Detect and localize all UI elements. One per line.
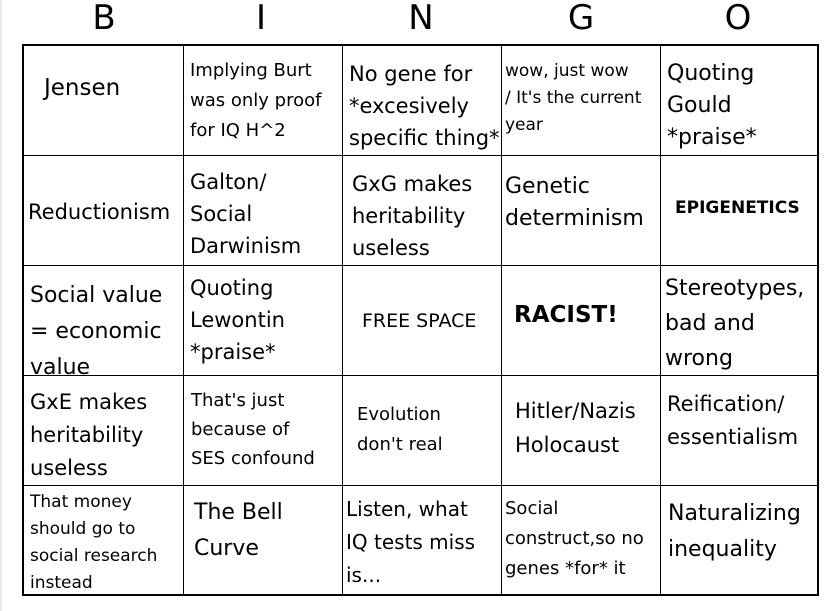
cell-text: GxG makes heritability useless: [352, 172, 473, 260]
cell-text: FREE SPACE: [362, 310, 477, 332]
bingo-board: [22, 44, 819, 596]
cell-text: That's just because of SES confound: [191, 390, 315, 469]
header-letter-o: O: [724, 0, 752, 38]
cell-text: Jensen: [44, 75, 121, 101]
cell-text: Hitler/Nazis Holocaust: [515, 399, 636, 457]
bingo-cell[interactable]: [184, 156, 343, 266]
bingo-cell[interactable]: [184, 266, 343, 376]
bingo-cell[interactable]: [343, 156, 502, 266]
header-letter-i: I: [255, 0, 267, 38]
bingo-cell[interactable]: [661, 46, 817, 156]
cell-text: GxE makes heritability useless: [30, 390, 148, 480]
cell-text: wow, just wow / It's the current year: [505, 61, 642, 135]
bingo-cell[interactable]: [661, 156, 817, 266]
cell-text: No gene for *excesively specific thing*: [349, 62, 500, 150]
bingo-cell[interactable]: [661, 266, 817, 376]
cell-text: Stereotypes, bad and wrong: [665, 276, 805, 371]
cell-text: Social value = economic value: [30, 283, 163, 380]
bingo-cell[interactable]: [502, 376, 661, 486]
bingo-cell[interactable]: [184, 376, 343, 486]
cell-text: That money should go to social research instead: [30, 492, 158, 593]
cell-text: RACIST!: [514, 302, 618, 328]
bingo-cell[interactable]: [24, 156, 184, 266]
bingo-header: [0, 0, 837, 44]
cell-text: Quoting Gould *praise*: [667, 61, 757, 150]
header-letter-b: B: [92, 0, 116, 38]
bingo-cell[interactable]: [661, 486, 817, 594]
cell-text: Quoting Lewontin *praise*: [190, 276, 285, 364]
cell-text: Reductionism: [28, 200, 171, 224]
bingo-cell[interactable]: [24, 376, 184, 486]
cell-text: Social construct,so no genes *for* it: [505, 498, 644, 579]
cell-text: Implying Burt was only proof for IQ H^2: [190, 60, 322, 141]
cell-text: Galton/ Social Darwinism: [190, 170, 302, 258]
bingo-cell[interactable]: [343, 46, 502, 156]
header-letter-n: N: [408, 0, 434, 38]
bingo-cell[interactable]: [661, 376, 817, 486]
bingo-cell[interactable]: [502, 156, 661, 266]
cell-text: Listen, what IQ tests miss is...: [346, 497, 476, 587]
header-letter-g: G: [567, 0, 595, 38]
bingo-cell[interactable]: [343, 266, 502, 376]
bingo-cell[interactable]: [502, 486, 661, 594]
bingo-cell[interactable]: [184, 486, 343, 594]
bingo-cell[interactable]: [24, 46, 184, 156]
cell-text: Naturalizing inequality: [668, 501, 801, 562]
bingo-cell[interactable]: [343, 376, 502, 486]
cell-text: Reification/ essentialism: [667, 392, 799, 449]
cell-text: The Bell Curve: [194, 500, 283, 561]
cell-text: Evolution don't real: [357, 404, 443, 455]
bingo-cell[interactable]: [343, 486, 502, 594]
cell-text: EPIGENETICS: [675, 198, 800, 218]
left-border-line: [0, 0, 2, 611]
bingo-cell[interactable]: [502, 266, 661, 376]
bingo-cell[interactable]: [184, 46, 343, 156]
cell-text: Genetic determinism: [505, 174, 644, 231]
bingo-cell[interactable]: [24, 486, 184, 594]
bingo-cell[interactable]: [502, 46, 661, 156]
bingo-cell[interactable]: [24, 266, 184, 380]
